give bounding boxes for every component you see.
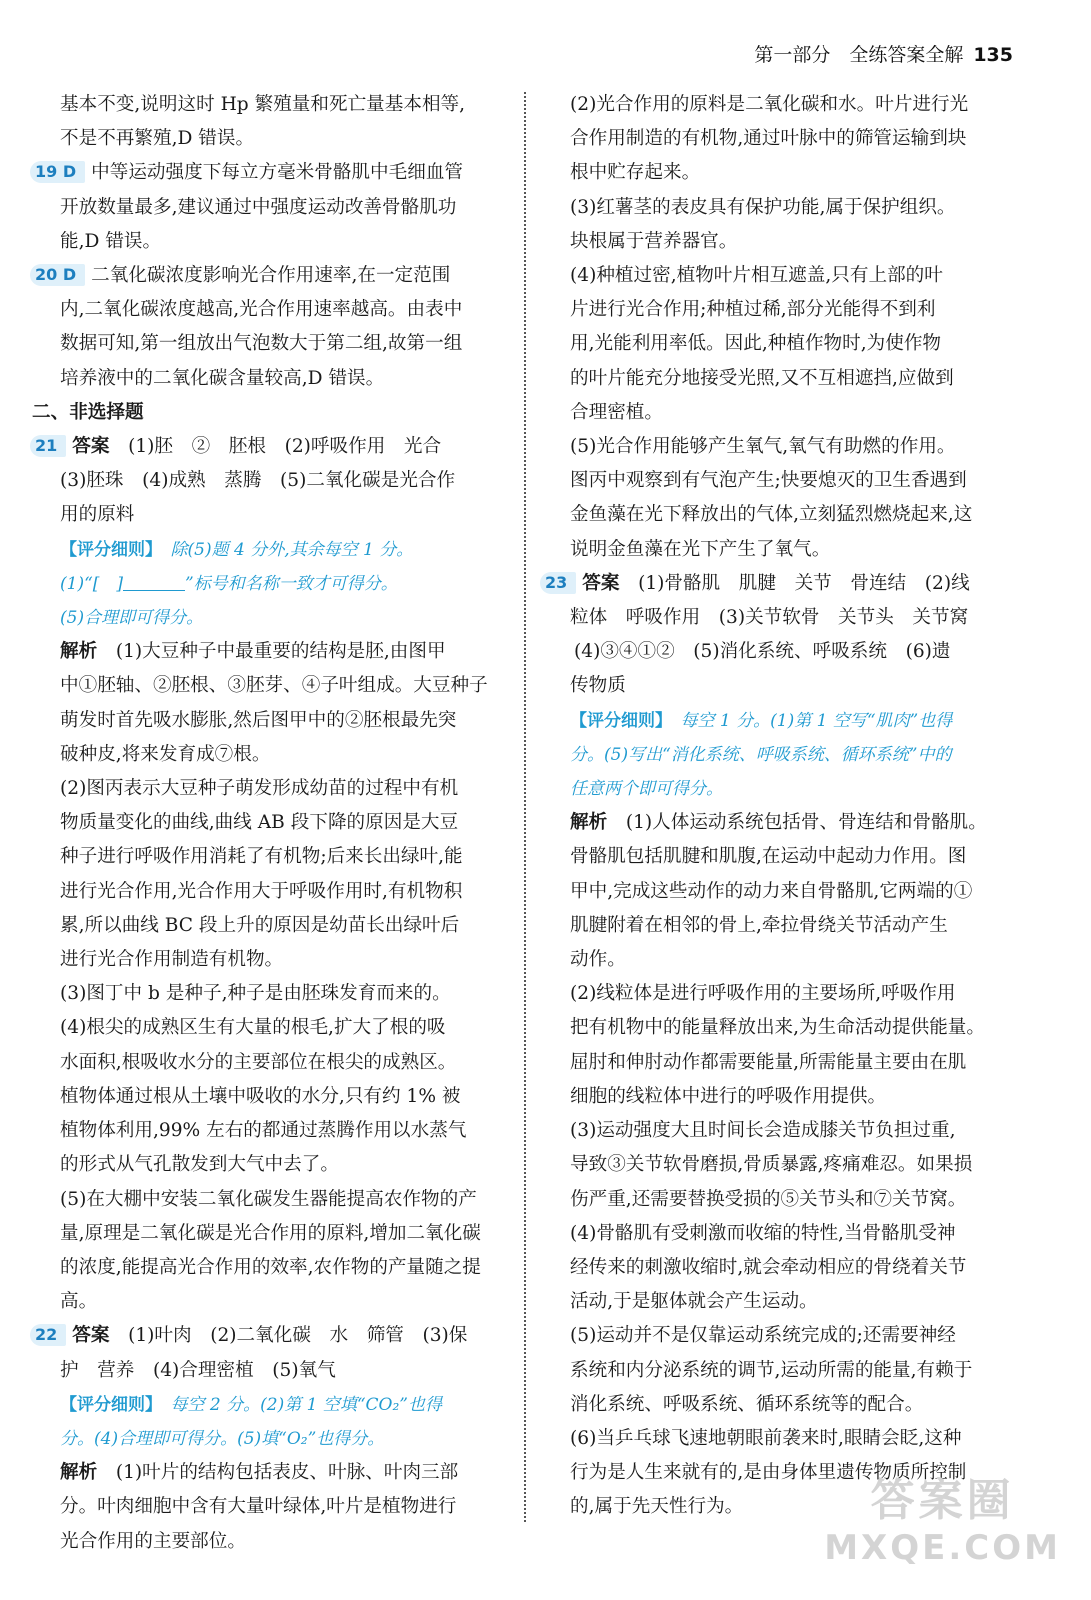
text-line: 数据可知,第一组放出气泡数大于第二组,故第一组 (60, 333, 463, 355)
text-line: 破种皮,将来发育成⑦根。 (60, 743, 271, 765)
text-line: 合作用制造的有机物,通过叶脉中的筛管运输到块 (570, 128, 967, 150)
text-line: 中①胚轴、②胚根、③胚芽、④子叶组成。大豆种子 (60, 675, 488, 697)
text-line: 把有机物中的能量释放出来,为生命活动提供能量。 (570, 1017, 985, 1039)
answer-23: 23 答案 (1)骨骼肌 肌腱 关节 骨连结 (2)线 (540, 567, 1014, 601)
text-line: 培养液中的二氧化碳含量较高,D 错误。 (60, 367, 385, 389)
text-line: 累,所以曲线 BC 段上升的原因是幼苗长出绿叶后 (60, 914, 460, 936)
text-line: 行为是人生来就有的,是由身体里遗传物质所控制 (570, 1462, 967, 1484)
text-line: 物质量变化的曲线,曲线 AB 段下降的原因是大豆 (60, 812, 459, 834)
text-line: 水面积,根吸收水分的主要部位在根尖的成熟区。 (60, 1051, 457, 1073)
answer-label: 答案 (582, 572, 620, 594)
text-line: 量,原理是二氧化碳是光合作用的原料,增加二氧化碳 (60, 1222, 481, 1244)
answer-22: 22 答案 (1)叶肉 (2)二氧化碳 水 筛管 (3)保 (30, 1319, 508, 1353)
text-line: (4)骨骼肌有受刺激而收缩的特性,当骨骼肌受神 (570, 1222, 956, 1244)
scoring-note: 【评分细则】 除(5)题 4 分外,其余每空 1 分。 (60, 539, 414, 560)
text-line: 传物质 (570, 675, 626, 697)
blank-line (123, 572, 185, 591)
text-line: 片进行光合作用;种植过稀,部分光能得不到利 (570, 299, 936, 321)
text-line: (5)光合作用能够产生氧气,氧气有助燃的作用。 (570, 436, 956, 458)
text-line: 进行光合作用制造有机物。 (60, 949, 284, 971)
text-line: 图丙中观察到有气泡产生;快要熄灭的卫生香遇到 (570, 470, 967, 492)
text-line: 骨骼肌包括肌腱和肌腹,在运动中起动力作用。图 (570, 846, 967, 868)
text-line: 系统和内分泌系统的调节,运动所需的能量,有赖于 (570, 1359, 973, 1381)
text-line: (3)胚珠 (4)成熟 蒸腾 (5)二氧化碳是光合作 (60, 470, 456, 492)
scoring-note: 【评分细则】 每空 1 分。(1)第 1 空写“肌肉”也得 (570, 710, 953, 731)
answer-19: 19 D 中等运动强度下每立方毫米骨骼肌中毛细血管 (30, 156, 508, 190)
question-badge: 19 D (30, 161, 85, 183)
scoring-note: (5)合理即可得分。 (60, 608, 204, 629)
answer-label: 答案 (72, 1325, 110, 1347)
text-line: (4)根尖的成熟区生有大量的根毛,扩大了根的吸 (60, 1017, 446, 1039)
section-heading: 二、非选择题 (32, 401, 144, 423)
text-line: (5)运动并不是仅靠运动系统完成的;还需要神经 (570, 1325, 956, 1347)
page-number: 135 (973, 44, 1013, 66)
question-badge: 20 D (30, 264, 85, 286)
text-line: 用,光能利用率低。因此,种植作物时,为使作物 (570, 333, 942, 355)
question-badge: 21 (30, 435, 66, 457)
text-line: 开放数量最多,建议通过中强度运动改善骨骼肌功 (60, 196, 457, 218)
text-line: 植物体利用,99% 左右的都通过蒸腾作用以水蒸气 (60, 1120, 467, 1142)
text-line: (4)种植过密,植物叶片相互遮盖,只有上部的叶 (570, 265, 943, 287)
analysis-label: 解析 (570, 812, 608, 834)
text-line: 不是不再繁殖,D 错误。 (60, 128, 255, 150)
watermark-logo: 答案圈 (870, 1475, 1015, 1526)
scoring-note: 任意两个即可得分。 (570, 779, 723, 800)
text-line: 根中贮存起来。 (570, 162, 701, 184)
text-line: 细胞的线粒体中进行的呼吸作用提供。 (570, 1085, 887, 1107)
text-line: 的叶片能充分地接受光照,又不互相遮挡,应做到 (570, 367, 954, 389)
text-line: 合理密植。 (570, 401, 663, 423)
analysis-line: 解析 (1)人体运动系统包括骨、骨连结和骨骼肌。 (570, 812, 987, 834)
section-title: 第一部分 全练答案全解 (754, 44, 964, 66)
text-line: 伤严重,还需要替换受损的⑤关节头和⑦关节窝。 (570, 1188, 967, 1210)
text-line: (2)线粒体是进行呼吸作用的主要场所,呼吸作用 (570, 983, 956, 1005)
text-line: 导致③关节软骨磨损,骨质暴露,疼痛难忍。如果损 (570, 1154, 973, 1176)
text-line: (6)当乒乓球飞速地朝眼前袭来时,眼睛会眨,这种 (570, 1427, 962, 1449)
text-line: 基本不变,说明这时 Hp 繁殖量和死亡量基本相等, (60, 94, 466, 115)
text-line: (3)运动强度大且时间长会造成膝关节负担过重, (570, 1120, 956, 1142)
analysis-label: 解析 (60, 1462, 98, 1484)
text-line: 用的原料 (60, 504, 135, 526)
text-line: 能,D 错误。 (60, 230, 162, 252)
scoring-note: (1)“[ ] ”标号和名称一致才可得分。 (60, 573, 398, 594)
text-line: 护 营养 (4)合理密植 (5)氧气 (60, 1359, 336, 1381)
note-tag: 【评分细则】 (60, 1394, 154, 1415)
scoring-note: 【评分细则】 每空 2 分。(2)第 1 空填“CO₂”也得 (60, 1394, 442, 1415)
text-line: 粒体 呼吸作用 (3)关节软骨 关节头 关节窝 (570, 607, 969, 629)
text-line: 萌发时首先吸水膨胀,然后图甲中的②胚根最先突 (60, 709, 457, 731)
answer-label: 答案 (72, 436, 110, 458)
text-line: 活动,于是躯体就会产生运动。 (570, 1291, 818, 1313)
text-line: (5)在大棚中安装二氧化碳发生器能提高农作物的产 (60, 1188, 477, 1210)
analysis-line: 解析 (1)叶片的结构包括表皮、叶脉、叶肉三部 (60, 1462, 459, 1484)
text-line: (2)光合作用的原料是二氧化碳和水。叶片进行光 (570, 94, 969, 115)
column-divider (524, 92, 526, 1522)
text-line: 内,二氧化碳浓度越高,光合作用速率越高。由表中 (60, 299, 463, 321)
analysis-label: 解析 (60, 641, 98, 663)
answer-21: 21 答案 (1)胚 ② 胚根 (2)呼吸作用 光合 (30, 430, 508, 464)
text-line: 甲中,完成这些动作的动力来自骨骼肌,它两端的① (570, 880, 973, 902)
text-line: 屈肘和伸肘动作都需要能量,所需能量主要由在肌 (570, 1051, 967, 1073)
note-tag: 【评分细则】 (60, 539, 154, 560)
text-line: 的浓度,能提高光合作用的效率,农作物的产量随之提高。 (60, 1256, 481, 1313)
text-line: 消化系统、呼吸系统、循环系统等的配合。 (570, 1393, 924, 1415)
scoring-note: 分。(5)写出“消化系统、呼吸系统、循环系统”中的 (570, 744, 952, 765)
analysis-line: 解析 (1)大豆种子中最重要的结构是胚,由图甲 (60, 641, 446, 663)
text-line: 进行光合作用,光合作用大于呼吸作用时,有机物积 (60, 880, 463, 902)
text-line: 块根属于营养器官。 (570, 230, 738, 252)
question-badge: 22 (30, 1324, 66, 1346)
text-line: 经传来的刺激收缩时,就会牵动相应的骨绕着关节 (570, 1256, 967, 1278)
text-line: 分。叶肉细胞中含有大量叶绿体,叶片是植物进行 (60, 1496, 457, 1518)
answer-20: 20 D 二氧化碳浓度影响光合作用速率,在一定范围 (30, 259, 508, 293)
text-line: 动作。 (570, 949, 626, 971)
note-tag: 【评分细则】 (570, 710, 664, 731)
text-line: (4)③④①② (5)消化系统、呼吸系统 (6)遗 (574, 641, 951, 663)
text-line: 光合作用的主要部位。 (60, 1530, 246, 1552)
text-line: (2)图丙表示大豆种子萌发形成幼苗的过程中有机 (60, 778, 459, 800)
scoring-note: 分。(4)合理即可得分。(5)填“O₂”也得分。 (60, 1428, 385, 1449)
text-line: 金鱼藻在光下释放出的气体,立刻猛烈燃烧起来,这 (570, 504, 973, 526)
text-line: (3)图丁中 b 是种子,种子是由胚珠发育而来的。 (60, 983, 451, 1005)
page-header (754, 40, 1013, 67)
text-line: 植物体通过根从土壤中吸收的水分,只有约 1% 被 (60, 1085, 461, 1107)
watermark-url: MXQE.COM (824, 1528, 1061, 1568)
text-line: 的形式从气孔散发到大气中去了。 (60, 1154, 339, 1176)
text-line: 的,属于先天性行为。 (570, 1496, 744, 1518)
text-line: 说明金鱼藻在光下产生了氧气。 (570, 538, 831, 560)
question-badge: 23 (540, 572, 576, 594)
text-line: 肌腱附着在相邻的骨上,牵拉骨绕关节活动产生 (570, 914, 948, 936)
watermark (824, 1464, 1061, 1568)
left-column (32, 88, 508, 1559)
text-line: 种子进行呼吸作用消耗了有机物;后来长出绿叶,能 (60, 846, 463, 868)
right-column (545, 88, 1014, 1525)
text-line: (3)红薯茎的表皮具有保护功能,属于保护组织。 (570, 196, 956, 218)
